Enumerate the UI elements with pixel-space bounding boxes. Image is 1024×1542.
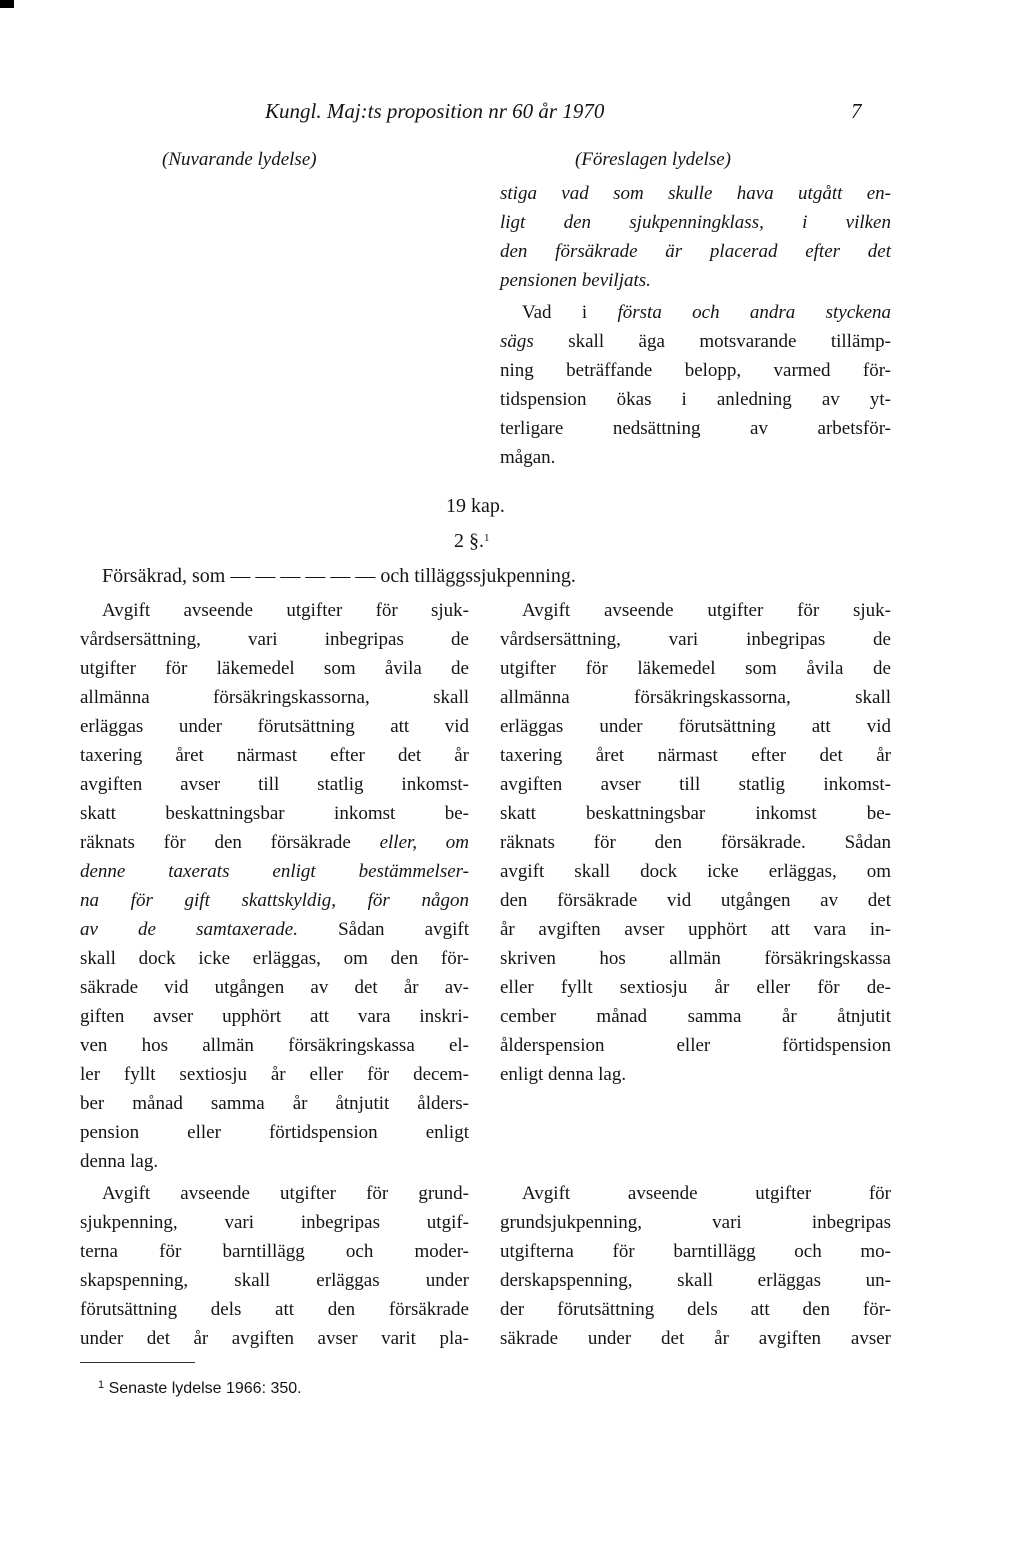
text-line: ven hos allmän försäkringskassa el- bbox=[80, 1035, 469, 1056]
footnote-mark: 1 bbox=[98, 1379, 105, 1391]
text-line: denne taxerats enligt bestämmelser- bbox=[80, 861, 469, 882]
text-line: ler fyllt sextiosju år eller för decem- bbox=[80, 1064, 469, 1085]
text-line: allmänna försäkringskassorna, skall bbox=[80, 687, 469, 708]
text-line: avgiften avser till statlig inkomst- bbox=[500, 774, 891, 795]
text-line: skriven hos allmän försäkringskassa bbox=[500, 948, 891, 969]
text-line: enligt denna lag. bbox=[500, 1064, 627, 1085]
text-line: utgifter för läkemedel som åvila de bbox=[500, 658, 891, 679]
text-line: stiga vad som skulle hava utgått en- bbox=[500, 183, 891, 204]
text-line: vårdsersättning, vari inbegripas de bbox=[500, 629, 891, 650]
text-line: terna för barntillägg och moder- bbox=[80, 1241, 469, 1262]
text-line: ålderspension eller förtidspension bbox=[500, 1035, 891, 1056]
text-line: Avgift avseende utgifter för bbox=[522, 1183, 891, 1204]
footnote-rule bbox=[80, 1362, 195, 1363]
text-line: ning beträffande belopp, varmed för- bbox=[500, 360, 891, 381]
text-line: grundsjukpenning, vari inbegripas bbox=[500, 1212, 891, 1233]
text-line: sägs skall äga motsvarande tillämp- bbox=[500, 331, 891, 352]
column-heading-current: (Nuvarande lydelse) bbox=[162, 149, 317, 170]
text-line: denna lag. bbox=[80, 1151, 159, 1172]
text-line: avgiften avser till statlig inkomst- bbox=[80, 774, 469, 795]
text-line: skall dock icke erläggas, om den för- bbox=[80, 948, 469, 969]
text-line: tidspension ökas i anledning av yt- bbox=[500, 389, 891, 410]
text-line: erläggas under förutsättning att vid bbox=[500, 716, 891, 737]
text-line: räknats för den försäkrade eller, om bbox=[80, 832, 469, 853]
text-line: ber månad samma år åtnjutit ålders- bbox=[80, 1093, 469, 1114]
column-heading-proposed: (Föreslagen lydelse) bbox=[575, 149, 731, 170]
text-line: säkrade vid utgången av det år av- bbox=[80, 977, 469, 998]
text-line: avgift skall dock icke erläggas, om bbox=[500, 861, 891, 882]
paragraph-heading: 2 §.$^1$ bbox=[454, 530, 490, 552]
footnote-reference: 1 bbox=[484, 532, 490, 544]
text-line: sjukpenning, vari inbegripas utgif- bbox=[80, 1212, 469, 1233]
text-line: na för gift skattskyldig, för någon bbox=[80, 890, 469, 911]
page-number: 7 bbox=[851, 99, 862, 123]
text-line: den försäkrade vid utgången av det bbox=[500, 890, 891, 911]
text-line: år avgiften avser upphört att vara in- bbox=[500, 919, 891, 940]
scan-corner-mark bbox=[0, 0, 14, 8]
running-header-title: Kungl. Maj:ts proposition nr 60 år 1970 bbox=[265, 99, 605, 123]
text-line: Vad i första och andra styckena bbox=[522, 302, 892, 323]
text-line: ligt den sjukpenningklass, i vilken bbox=[500, 212, 891, 233]
text-line: Avgift avseende utgifter för sjuk- bbox=[102, 600, 469, 621]
text-line: utgifter för läkemedel som åvila de bbox=[80, 658, 469, 679]
text-line: derskapspenning, skall erläggas un- bbox=[500, 1270, 891, 1291]
reference-line: Försäkrad, som — — — — — — och tilläggssjukpenning. bbox=[102, 565, 576, 587]
text-line: säkrade under det år avgiften avser bbox=[500, 1328, 891, 1349]
text-line: erläggas under förutsättning att vid bbox=[80, 716, 469, 737]
text-line: Avgift avseende utgifter för grund- bbox=[102, 1183, 469, 1204]
text-line: pension eller förtidspension enligt bbox=[80, 1122, 469, 1143]
text-line: cember månad samma år åtnjutit bbox=[500, 1006, 891, 1027]
omission-dashes: — — — — — — bbox=[230, 565, 376, 587]
footnote: $^1$ Senaste lydelse 1966: 350. bbox=[98, 1379, 302, 1397]
text-line: giften avser upphört att vara inskri- bbox=[80, 1006, 469, 1027]
text-line: pensionen beviljats. bbox=[500, 270, 651, 291]
text-line: räknats för den försäkrade. Sådan bbox=[500, 832, 891, 853]
text-line: av de samtaxerade. Sådan avgift bbox=[80, 919, 469, 940]
chapter-heading: 19 kap. bbox=[446, 495, 505, 517]
text-line: skatt beskattningsbar inkomst be- bbox=[500, 803, 891, 824]
text-line: eller fyllt sextiosju år eller för de- bbox=[500, 977, 891, 998]
text-line: vårdsersättning, vari inbegripas de bbox=[80, 629, 469, 650]
text-line: skapspenning, skall erläggas under bbox=[80, 1270, 469, 1291]
text-line: mågan. bbox=[500, 447, 556, 468]
text-line: utgifterna för barntillägg och mo- bbox=[500, 1241, 891, 1262]
text-line: allmänna försäkringskassorna, skall bbox=[500, 687, 891, 708]
text-line: taxering året närmast efter det år bbox=[80, 745, 469, 766]
text-line: skatt beskattningsbar inkomst be- bbox=[80, 803, 469, 824]
text-line: taxering året närmast efter det år bbox=[500, 745, 891, 766]
text-line: förutsättning dels att den försäkrade bbox=[80, 1299, 469, 1320]
text-line: den försäkrade är placerad efter det bbox=[500, 241, 891, 262]
text-line: Avgift avseende utgifter för sjuk- bbox=[522, 600, 891, 621]
text-line: terligare nedsättning av arbetsför- bbox=[500, 418, 891, 439]
text-line: der förutsättning dels att den för- bbox=[500, 1299, 891, 1320]
text-line: under det år avgiften avser varit pla- bbox=[80, 1328, 469, 1349]
